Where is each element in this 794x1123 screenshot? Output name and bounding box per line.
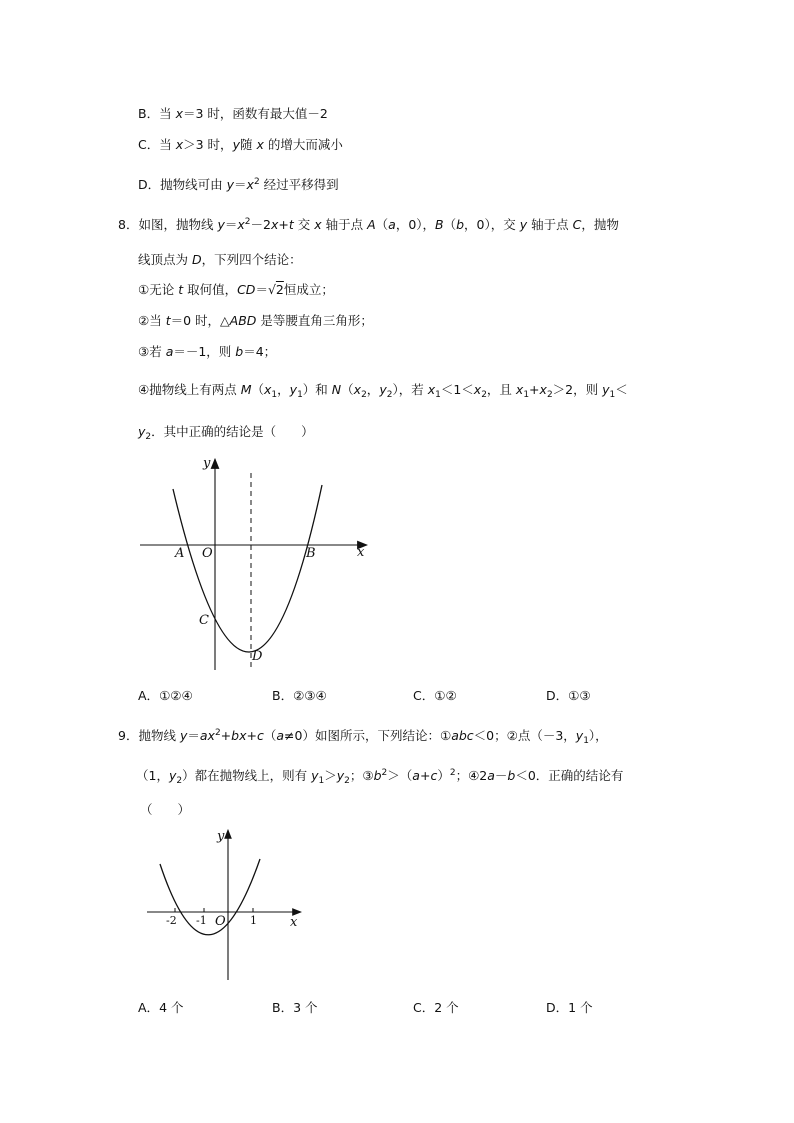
q9-label-y: y [217,829,225,844]
q8-label-o: O [202,546,213,561]
q7-option-c: C．当 x＞3 时，y随 x 的增大而减小 [138,137,343,152]
q8-label-y: y [203,456,211,471]
q8-choice-b[interactable]: B．②③④ [272,688,327,703]
q9-parabola-figure [145,828,315,988]
q8-label-b: B [306,546,316,561]
q8-choice-d[interactable]: D．①③ [546,688,591,703]
q8-label-a: A [175,546,185,561]
q9-label-m2: -2 [166,914,177,927]
q9-label-p1: 1 [250,914,257,927]
q9-label-x: x [290,915,298,930]
q9-choice-b[interactable]: B．3 个 [272,1000,318,1015]
q9-choice-d[interactable]: D．1 个 [546,1000,593,1015]
q8-label-c: C [199,613,209,628]
q7-option-b: B．当 x＝3 时，函数有最大值－2 [138,106,328,121]
q9-label-o: O [215,914,226,929]
q8-label-d: D [252,649,263,664]
q8-statement-1: ①无论 t 取何值，CD＝√2恒成立； [138,282,334,297]
q8-statement-3: ③若 a＝－1，则 b＝4； [138,344,277,359]
q8-stem-line1: 8．如图，抛物线 $y=x^2-2x+t$ 交 x 轴于点 A（a，0），B（b，0），交 y 轴于点 C，抛物 [118,217,619,232]
q8-question-end: $y_2$．其中正确的结论是（ ） [138,424,314,442]
q7-option-d: D．抛物线可由 $y=x^2$ 经过平移得到 [138,177,339,192]
q8-label-x: x [357,545,365,560]
q8-choice-a[interactable]: A．①②④ [138,688,193,703]
q9-stem-line2: （1，$y_2$）都在抛物线上，则有 $y_1>y_2$；$③b^2>(a+c)^2$；④2a－b＜0．正确的结论有 [136,768,624,786]
q9-choice-c[interactable]: C．2 个 [413,1000,459,1015]
q9-stem-line3: （ ） [140,802,191,817]
q8-parabola-figure [135,455,375,675]
q8-parabola-curve [173,485,322,652]
q9-label-m1: -1 [196,914,207,927]
q8-statement-2: ②当 t＝0 时，△ABD 是等腰直角三角形； [138,313,373,328]
q8-choice-c[interactable]: C．①② [413,688,457,703]
q8-statement-4: ④抛物线上有两点 $M(x_1$，$y_1$）和 $N(x_2$，$y_2$），若 $x_1<1<x_2$，且 $x_1+x_2>2$，则 $y_1<$ [138,382,628,400]
q9-choice-a[interactable]: A．4 个 [138,1000,184,1015]
q8-stem-line2: 线顶点为 D，下列四个结论： [138,252,302,267]
q9-stem-line1: 9．抛物线 $y=ax^2+bx+c(a\ne 0)$如图所示，下列结论：①abc＜0；②点（－3，$y_1$）， [118,728,608,746]
